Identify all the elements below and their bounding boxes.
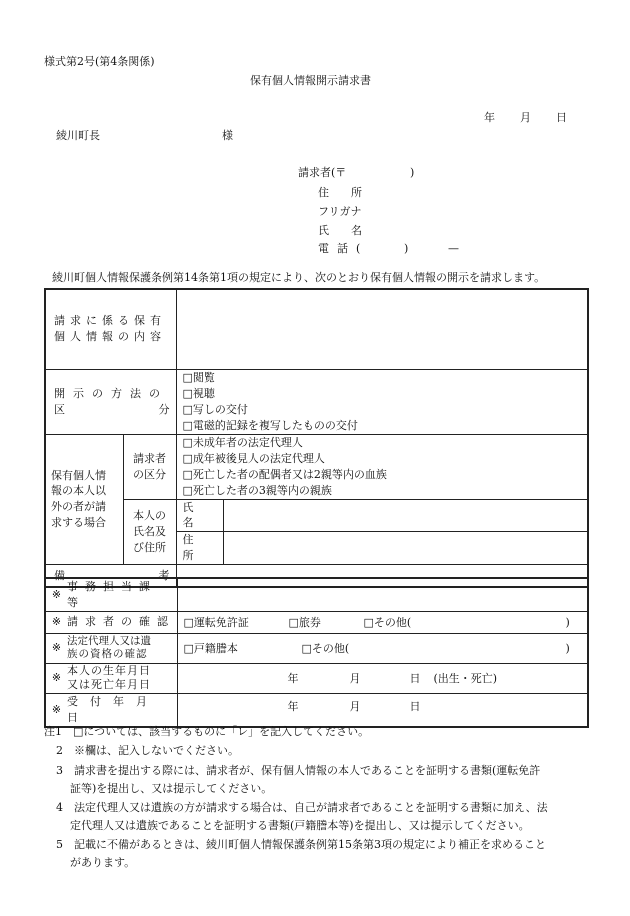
office-use-table — [44, 577, 589, 728]
received-month: 月 — [349, 699, 361, 713]
note-3: 3 請求書を提出する際には、請求者が、保有個人情報の本人であることを証明する書類(運転免許 — [56, 764, 541, 777]
note-1: 注1 □については、該当するものに「レ」を記入してください。 — [44, 725, 370, 738]
category-option-minor-guardian[interactable]: □未成年者の法定代理人 — [182, 435, 303, 449]
method-label: 開示の方法の 区 分 — [45, 369, 176, 434]
confirm-options[interactable] — [177, 611, 588, 633]
section-field[interactable] — [177, 578, 588, 611]
agent-option-koseki[interactable]: □戸籍謄本 — [183, 641, 238, 655]
date-day: 日 — [556, 111, 567, 124]
person-label: 本人の 氏名及 び住所 — [123, 499, 176, 565]
person-address-field[interactable] — [223, 532, 588, 565]
section-label: 事務担当課等 — [67, 578, 177, 611]
birth-label: 本人の生年月日 又は死亡年月日 — [67, 663, 177, 693]
request-table — [44, 288, 589, 588]
requester-category-label: 請求者 の区分 — [123, 434, 176, 499]
note-5-cont: があります。 — [70, 856, 136, 869]
note-4: 4 法定代理人又は遺族の方が請求する場合は、自己が請求者であることを証明する書類に加え、法 — [56, 801, 548, 814]
method-option-copy[interactable]: □写しの交付 — [182, 402, 248, 416]
office-mark: ※ — [45, 633, 67, 663]
info-content-label: 請求に係る保有 個人情報の内容 — [45, 289, 176, 369]
received-day: 日 — [409, 699, 421, 713]
requester-phone-label: 電話( — [318, 242, 369, 255]
office-mark: ※ — [45, 578, 67, 611]
note-4-cont: 定代理人又は遺族であることを証明する書類(戸籍謄本等)を提出し、又は提示してください。 — [70, 819, 530, 832]
agent-option-other-close: ) — [565, 641, 570, 655]
requester-address-label: 住所 — [318, 186, 384, 199]
confirm-label: 請求者の確認 — [67, 611, 177, 633]
office-mark: ※ — [45, 693, 67, 726]
method-options[interactable] — [176, 369, 588, 434]
received-field[interactable] — [177, 693, 588, 726]
birth-year: 年 — [287, 671, 299, 685]
remarks-label: 備 考 — [45, 565, 176, 587]
agent-label: 法定代理人又は遺 族の資格の確認 — [67, 633, 177, 663]
note-5: 5 記載に不備があるときは、綾川町個人情報保護条例第15条第3項の規定により補正を求めること — [56, 838, 546, 851]
requester-phone-dash: — — [448, 242, 459, 255]
agent-options[interactable] — [177, 633, 588, 663]
category-option-spouse-relative[interactable]: □死亡した者の配偶者又は2親等内の血族 — [182, 467, 387, 481]
page-title: 保有個人情報開示請求書 — [250, 74, 371, 87]
received-year: 年 — [287, 699, 299, 713]
requester-postal-label: 請求者(〒 — [298, 166, 347, 179]
requester-furigana-label: フリガナ — [318, 205, 362, 218]
note-2: 2 ※欄は、記入しないでください。 — [56, 744, 239, 757]
intro-text: 綾川町個人情報保護条例第14条第1項の規定により、次のとおり保有個人情報の開示を請求します。 — [52, 271, 546, 284]
category-options[interactable] — [176, 434, 588, 499]
confirm-option-license[interactable]: □運転免許証 — [183, 615, 249, 629]
date-year: 年 — [484, 111, 495, 124]
requester-name-label: 氏名 — [318, 224, 384, 237]
note-3-cont: 証等)を提出し、又は提示してください。 — [70, 782, 273, 795]
agent-option-other[interactable]: □その他( — [301, 641, 350, 655]
method-option-view[interactable]: □閲覧 — [182, 370, 215, 384]
confirm-option-passport[interactable]: □旅券 — [288, 615, 321, 629]
addressee-honorific: 様 — [222, 129, 233, 142]
birth-month: 月 — [349, 671, 361, 685]
method-option-digital-copy[interactable]: □電磁的記録を複写したものの交付 — [182, 418, 358, 432]
birth-note: (出生・死亡) — [433, 671, 498, 685]
birth-day: 日 — [409, 671, 421, 685]
office-mark: ※ — [45, 663, 67, 693]
form-id: 様式第2号(第4条関係) — [44, 55, 155, 68]
person-address-label: 住所 — [176, 532, 223, 565]
received-label: 受付年月日 — [67, 693, 177, 726]
person-name-field[interactable] — [223, 499, 588, 532]
office-mark: ※ — [45, 611, 67, 633]
person-name-label: 氏名 — [176, 499, 223, 532]
category-option-third-degree[interactable]: □死亡した者の3親等内の親族 — [182, 483, 332, 497]
confirm-option-other[interactable]: □その他( — [363, 615, 412, 629]
requester-phone-close: ) — [404, 242, 409, 255]
info-content-field[interactable] — [176, 289, 588, 369]
date-month: 月 — [520, 111, 531, 124]
confirm-option-other-close: ) — [565, 615, 570, 629]
method-option-listen[interactable]: □視聴 — [182, 386, 215, 400]
other-requester-label: 保有個人情 報の本人以 外の者が請 求する場合 — [45, 434, 123, 565]
addressee-name: 綾川町長 — [56, 129, 100, 142]
requester-postal-close: ) — [410, 166, 415, 179]
category-option-adult-guardian[interactable]: □成年被後見人の法定代理人 — [182, 451, 325, 465]
birth-field[interactable] — [177, 663, 588, 693]
